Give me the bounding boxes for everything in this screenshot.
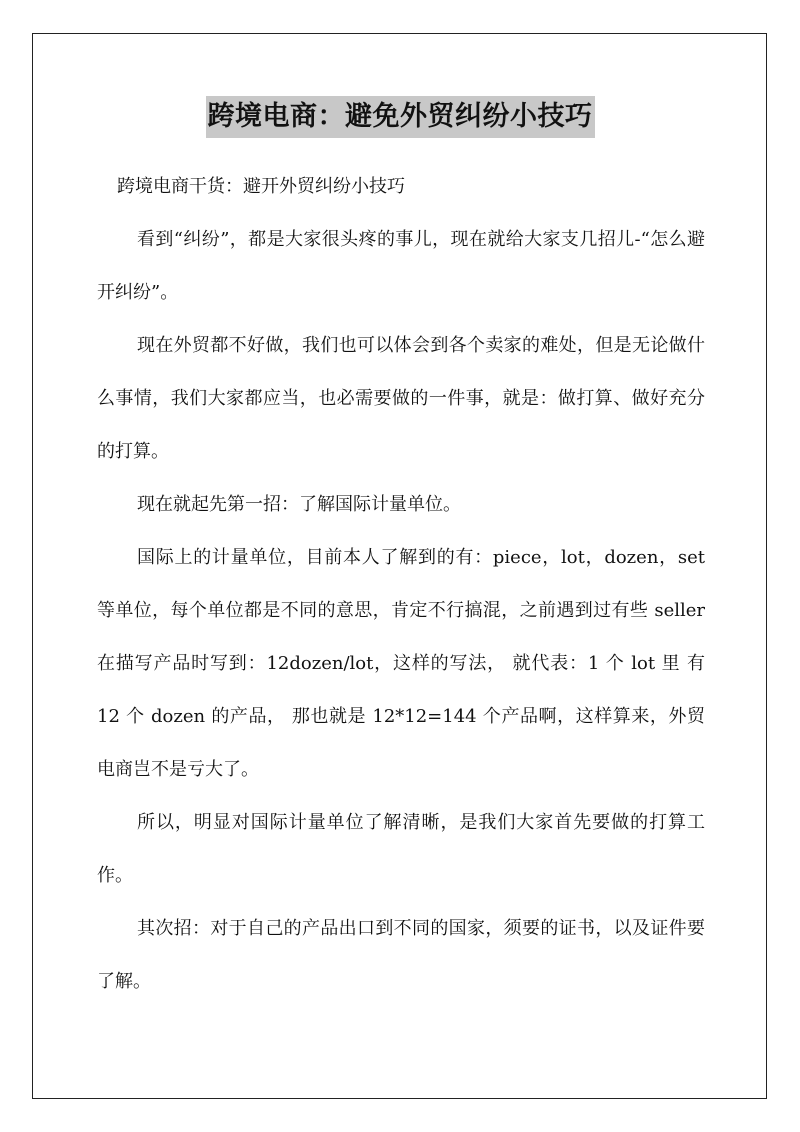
paragraph: 看到“纠纷”，都是大家很头疼的事儿，现在就给大家支几招儿-“怎么避开纠纷”。 xyxy=(97,229,705,303)
document-body xyxy=(97,160,705,1008)
document-subtitle: 跨境电商干货：避开外贸纠纷小技巧 xyxy=(117,176,405,197)
paragraph: 现在外贸都不好做，我们也可以体会到各个卖家的难处，但是无论做什么事情，我们大家都应当，也必需要做的一件事，就是：做打算、做好充分的打算。 xyxy=(97,335,705,462)
paragraph: 所以，明显对国际计量单位了解清晰，是我们大家首先要做的打算工作。 xyxy=(97,812,705,886)
document-title: 跨境电商：避免外贸纠纷小技巧 xyxy=(206,96,595,138)
paragraph: 国际上的计量单位，目前本人了解到的有：piece，lot，dozen，set 等单位，每个单位都是不同的意思，肯定不行搞混，之前遇到过有些 seller 在描写产品时写到：12dozen/lot，这样的写法， 就代表：1 个 lot 里 有 12 个 dozen 的产品， 那也就是 12*12=144 个产品啊，这样算来，外贸电商岂不是亏大了。 xyxy=(97,547,705,780)
title-container xyxy=(0,96,800,138)
paragraph: 其次招：对于自己的产品出口到不同的国家，须要的证书，以及证件要了解。 xyxy=(97,918,705,992)
paragraph: 现在就起先第一招：了解国际计量单位。 xyxy=(137,494,461,515)
